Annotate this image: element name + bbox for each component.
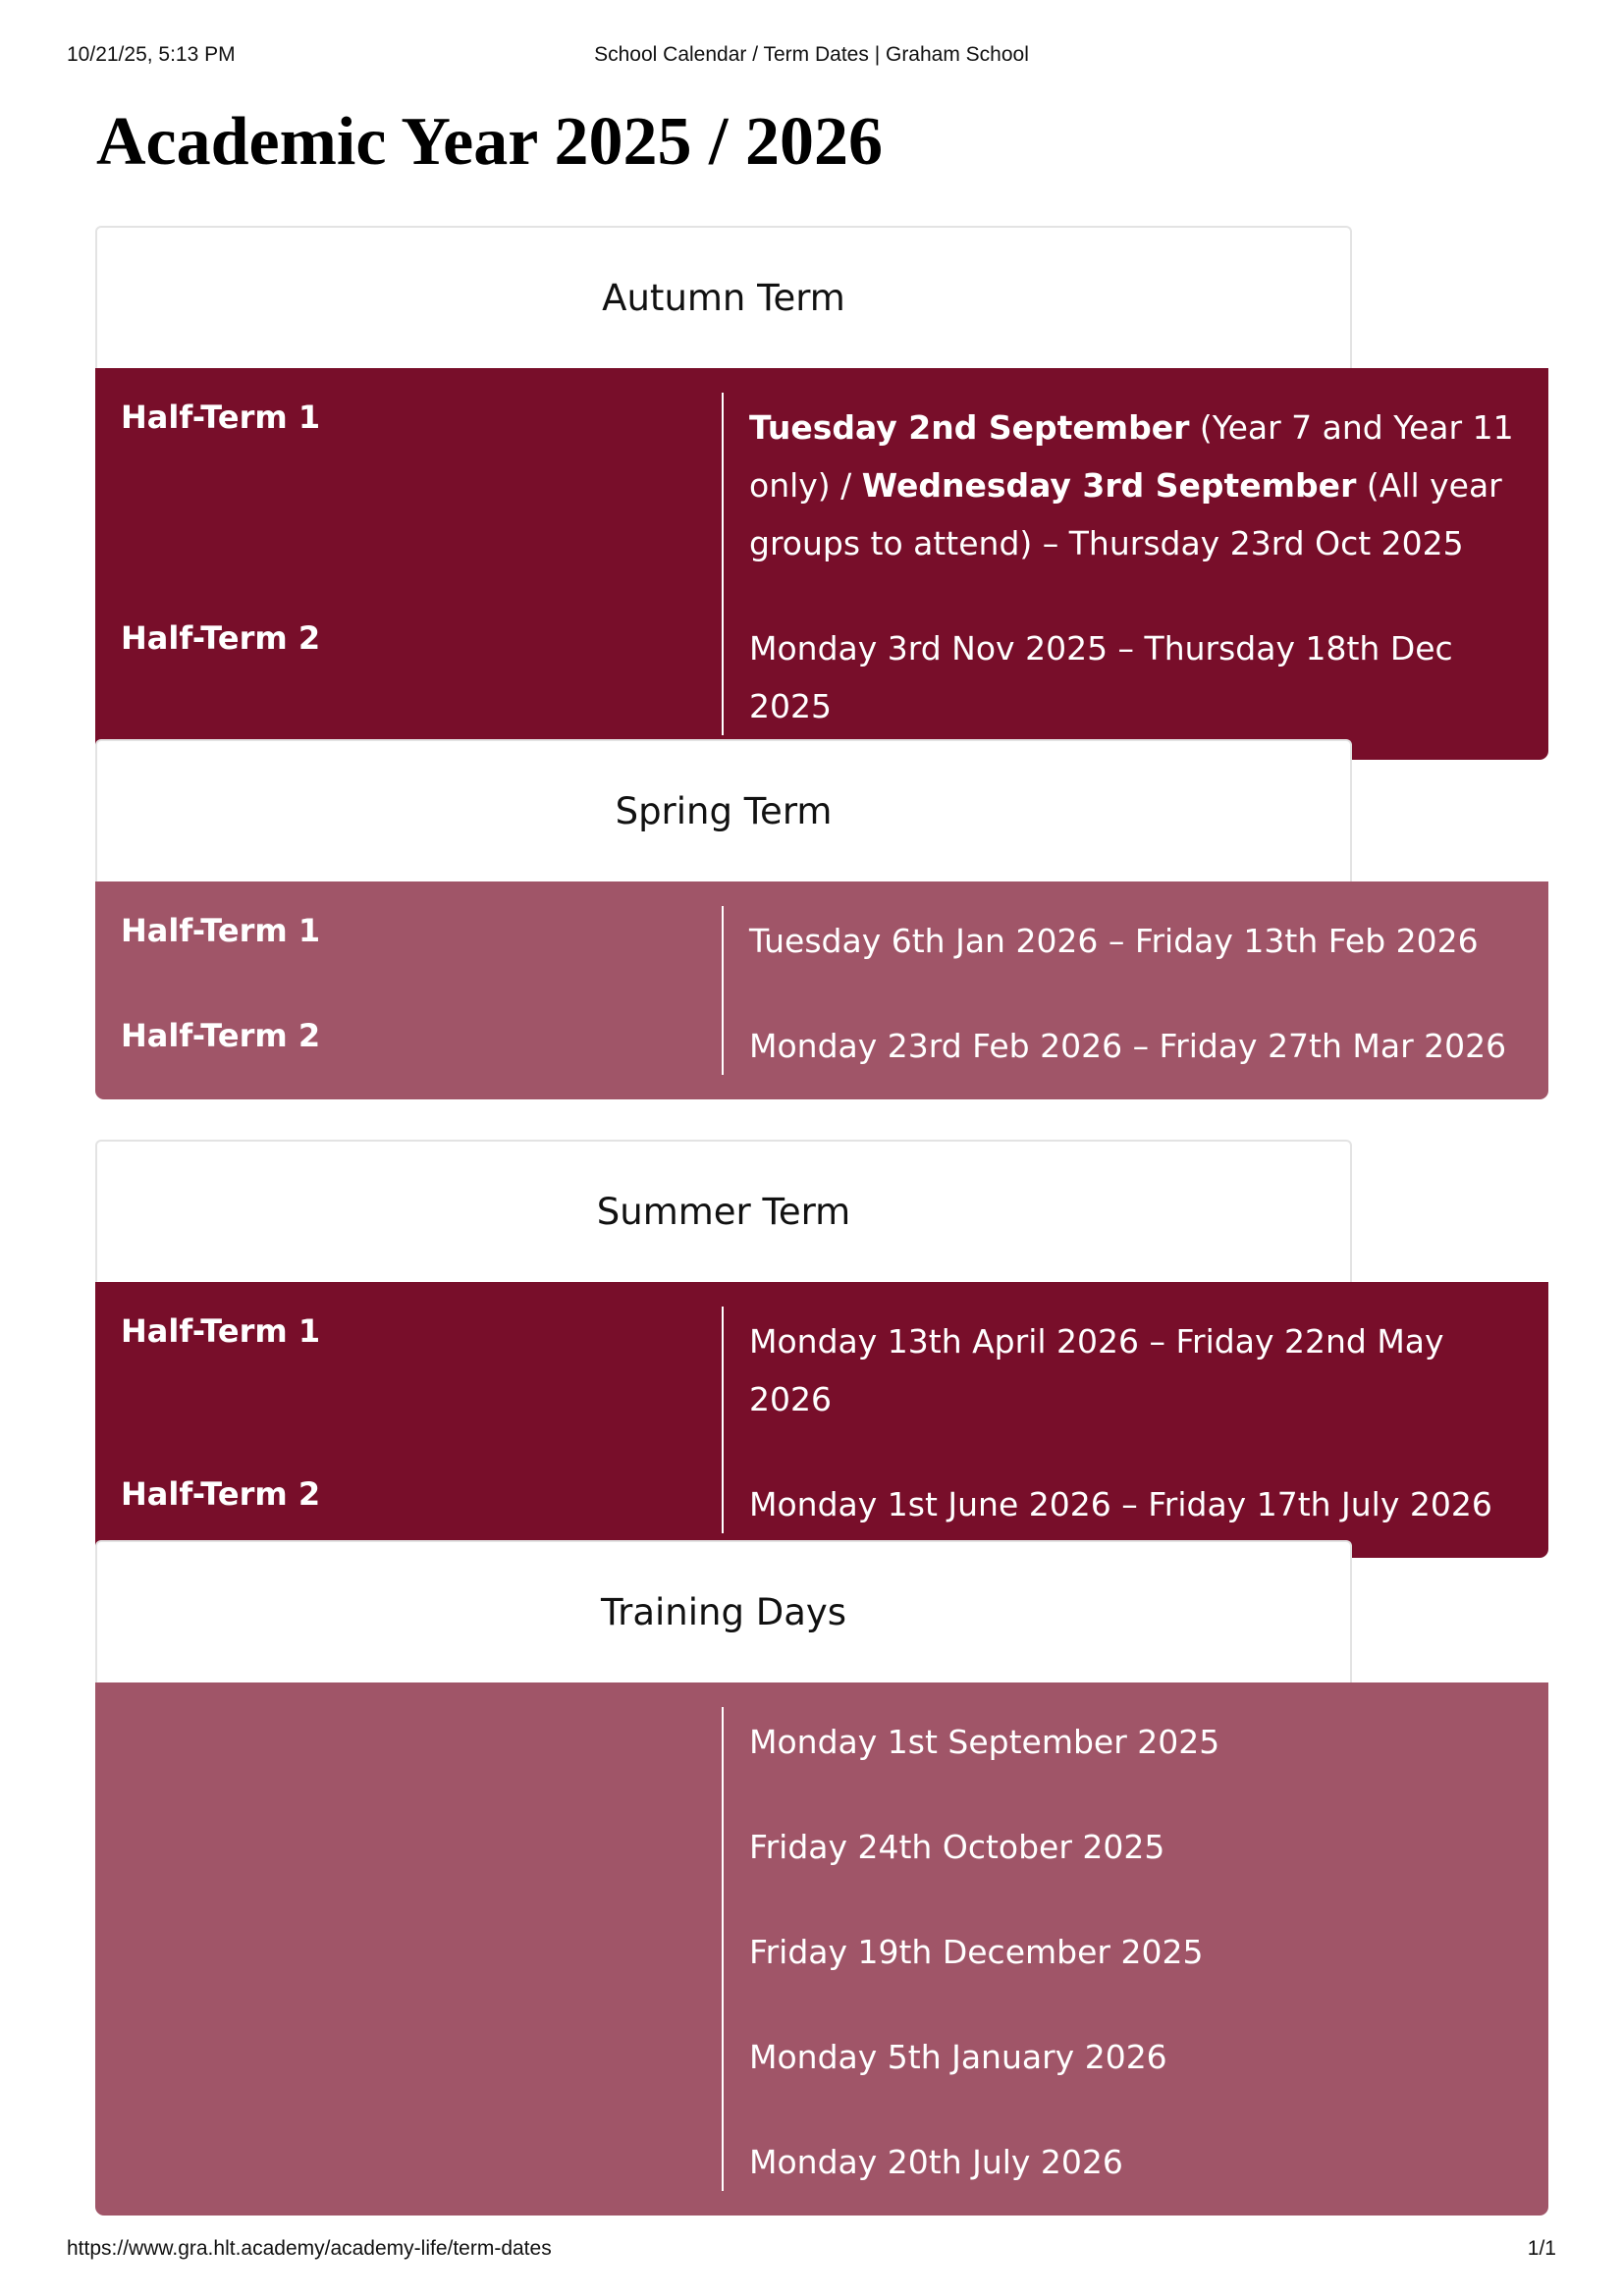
half-term-dates: Tuesday 6th Jan 2026 – Friday 13th Feb 2026 — [749, 922, 1479, 960]
term-row — [95, 1307, 1548, 1428]
term-row — [95, 1011, 1548, 1075]
term-row — [95, 906, 1548, 970]
term-summer — [95, 1140, 1548, 1558]
training-date-row — [95, 1707, 1548, 1771]
training-date: Monday 20th July 2026 — [749, 2143, 1123, 2181]
term-heading: Spring Term — [95, 739, 1352, 881]
date-note: (All year groups to attend) – Thursday 23rd Oct 2025 — [749, 466, 1502, 562]
training-date-row — [95, 2127, 1548, 2191]
column-divider — [722, 906, 724, 1075]
term-row — [95, 1469, 1548, 1533]
start-date-year7-11: Tuesday 2nd September — [749, 408, 1190, 447]
term-row — [95, 393, 1548, 572]
term-dates-panel — [95, 1282, 1548, 1558]
half-term-label: Half-Term 2 — [121, 1017, 321, 1054]
print-url: https://www.gra.hlt.academy/academy-life/term-dates — [67, 2237, 552, 2260]
print-page-title: School Calendar / Term Dates | Graham School — [594, 43, 1029, 66]
training-date: Monday 5th January 2026 — [749, 2038, 1167, 2076]
training-date-row — [95, 1812, 1548, 1876]
print-page-number: 1/1 — [1527, 2237, 1556, 2260]
half-term-dates: Monday 23rd Feb 2026 – Friday 27th Mar 2026 — [749, 1027, 1507, 1065]
term-heading: Training Days — [95, 1540, 1352, 1682]
start-date-all-years: Wednesday 3rd September — [861, 466, 1357, 505]
column-divider — [722, 1707, 724, 2191]
print-header — [67, 43, 1556, 71]
print-footer — [67, 2237, 1556, 2265]
column-divider — [722, 1307, 724, 1533]
term-row — [95, 614, 1548, 735]
training-date-row — [95, 2022, 1548, 2086]
half-term-label: Half-Term 2 — [121, 619, 321, 657]
training-date-row — [95, 1917, 1548, 1981]
training-date: Friday 19th December 2025 — [749, 1933, 1204, 1971]
print-datetime: 10/21/25, 5:13 PM — [67, 43, 236, 66]
half-term-label: Half-Term 1 — [121, 912, 321, 949]
half-term-dates — [722, 399, 1548, 572]
term-heading: Summer Term — [95, 1140, 1352, 1282]
term-spring — [95, 739, 1548, 1099]
term-heading: Autumn Term — [95, 226, 1352, 368]
date-note: (Year 7 and Year 11 only) / — [749, 408, 1514, 505]
term-training-days — [95, 1540, 1548, 2216]
term-dates-panel — [95, 368, 1548, 760]
page-title: Academic Year 2025 / 2026 — [96, 104, 883, 180]
column-divider — [722, 393, 724, 735]
half-term-dates: Monday 3rd Nov 2025 – Thursday 18th Dec 2025 — [749, 629, 1453, 725]
training-dates-panel — [95, 1682, 1548, 2216]
half-term-label: Half-Term 2 — [121, 1475, 321, 1513]
half-term-dates: Monday 13th April 2026 – Friday 22nd May 2026 — [749, 1322, 1444, 1418]
half-term-dates: Monday 1st June 2026 – Friday 17th July 2026 — [749, 1485, 1492, 1523]
term-autumn — [95, 226, 1548, 760]
term-dates-panel — [95, 881, 1548, 1099]
training-date: Friday 24th October 2025 — [749, 1828, 1165, 1866]
half-term-label: Half-Term 1 — [121, 1312, 321, 1350]
half-term-label: Half-Term 1 — [121, 399, 321, 436]
training-date: Monday 1st September 2025 — [749, 1723, 1220, 1761]
